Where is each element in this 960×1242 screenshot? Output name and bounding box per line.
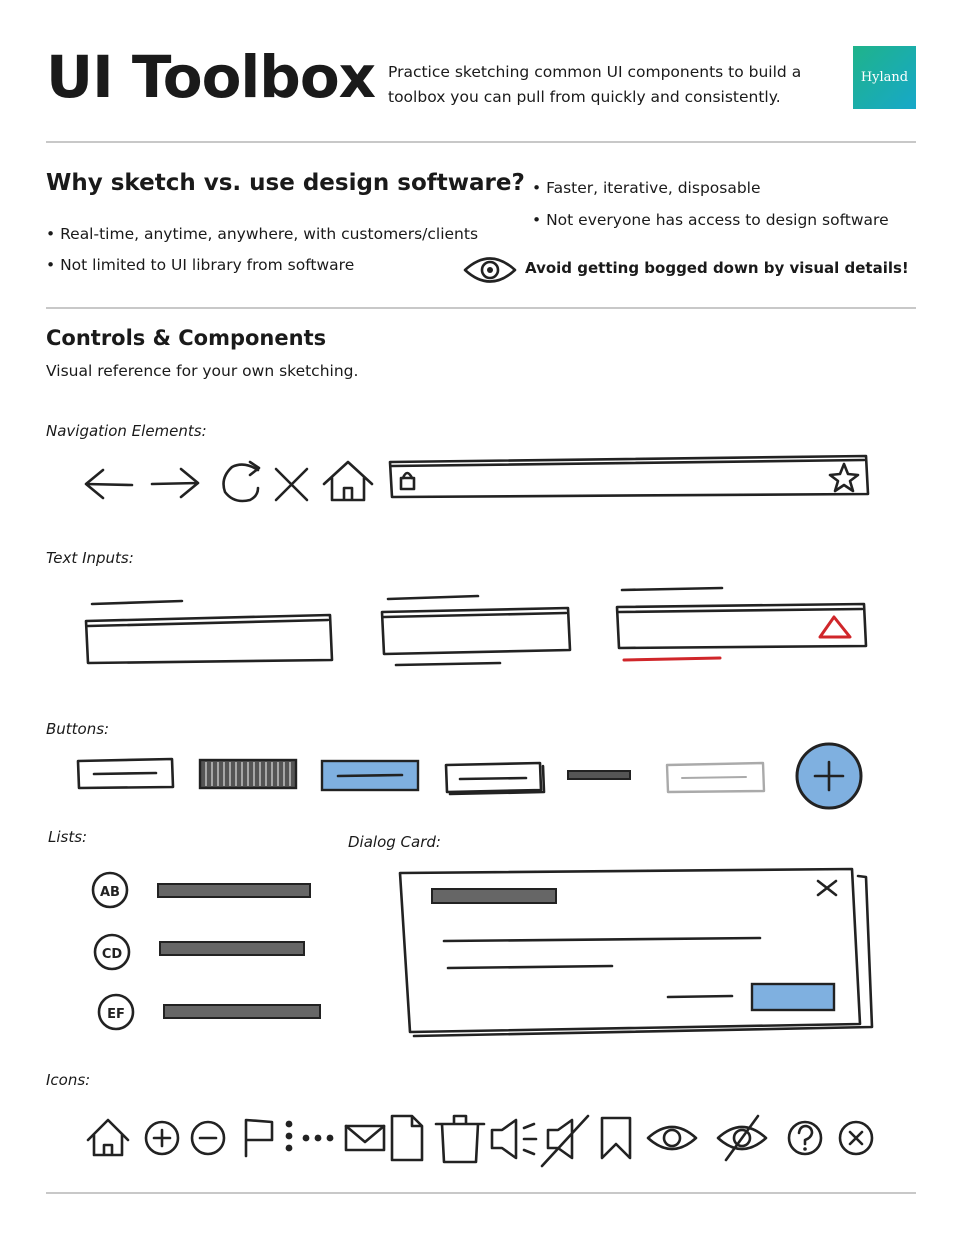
plus-circle-icon[interactable] xyxy=(146,1122,178,1154)
trash-icon[interactable] xyxy=(436,1116,484,1162)
mail-icon[interactable] xyxy=(346,1126,384,1150)
help-icon[interactable] xyxy=(789,1122,821,1154)
why-bullet-4: • Not everyone has access to design software xyxy=(532,210,889,230)
icons-label: Icons: xyxy=(46,1071,91,1089)
close-circle-icon[interactable] xyxy=(840,1122,872,1154)
eye-icon[interactable] xyxy=(648,1127,696,1149)
speaker-icon[interactable] xyxy=(492,1120,536,1158)
controls-subtitle: Visual reference for your own sketching. xyxy=(46,362,359,380)
controls-heading: Controls & Components xyxy=(46,326,327,350)
buttons-label: Buttons: xyxy=(46,720,110,738)
minus-circle-icon[interactable] xyxy=(192,1122,224,1154)
page-title: UI Toolbox xyxy=(46,43,376,111)
text-inputs-label: Text Inputs: xyxy=(46,549,134,567)
divider-bottom xyxy=(46,1192,916,1194)
callout-text: Avoid getting bogged down by visual details! xyxy=(525,259,909,277)
flag-icon[interactable] xyxy=(246,1120,272,1156)
why-bullet-1: • Real-time, anytime, anywhere, with customers/clients xyxy=(46,224,478,244)
why-heading: Why sketch vs. use design software? xyxy=(46,170,525,196)
eye-off-icon[interactable] xyxy=(718,1116,766,1160)
logo-text: Hyland xyxy=(860,70,909,85)
vertical-dots-icon[interactable] xyxy=(286,1121,293,1152)
lists-label: Lists: xyxy=(48,828,88,846)
dialog-label: Dialog Card: xyxy=(348,833,441,851)
document-icon[interactable] xyxy=(392,1116,422,1160)
why-bullet-2: • Not limited to UI library from software xyxy=(46,255,354,275)
avatar-text: AB xyxy=(100,885,120,900)
navigation-label: Navigation Elements: xyxy=(46,422,207,440)
why-bullet-3: • Faster, iterative, disposable xyxy=(532,178,761,198)
bookmark-icon[interactable] xyxy=(602,1118,630,1158)
avatar-text: EF xyxy=(107,1007,125,1022)
home-icon[interactable] xyxy=(88,1120,128,1155)
avatar-text: CD xyxy=(101,947,123,962)
intro-text: Practice sketching common UI components to build a toolbox you can pull from quickly and consistently. xyxy=(388,63,802,106)
mute-icon[interactable] xyxy=(542,1116,588,1166)
horizontal-dots-icon[interactable] xyxy=(303,1135,334,1142)
